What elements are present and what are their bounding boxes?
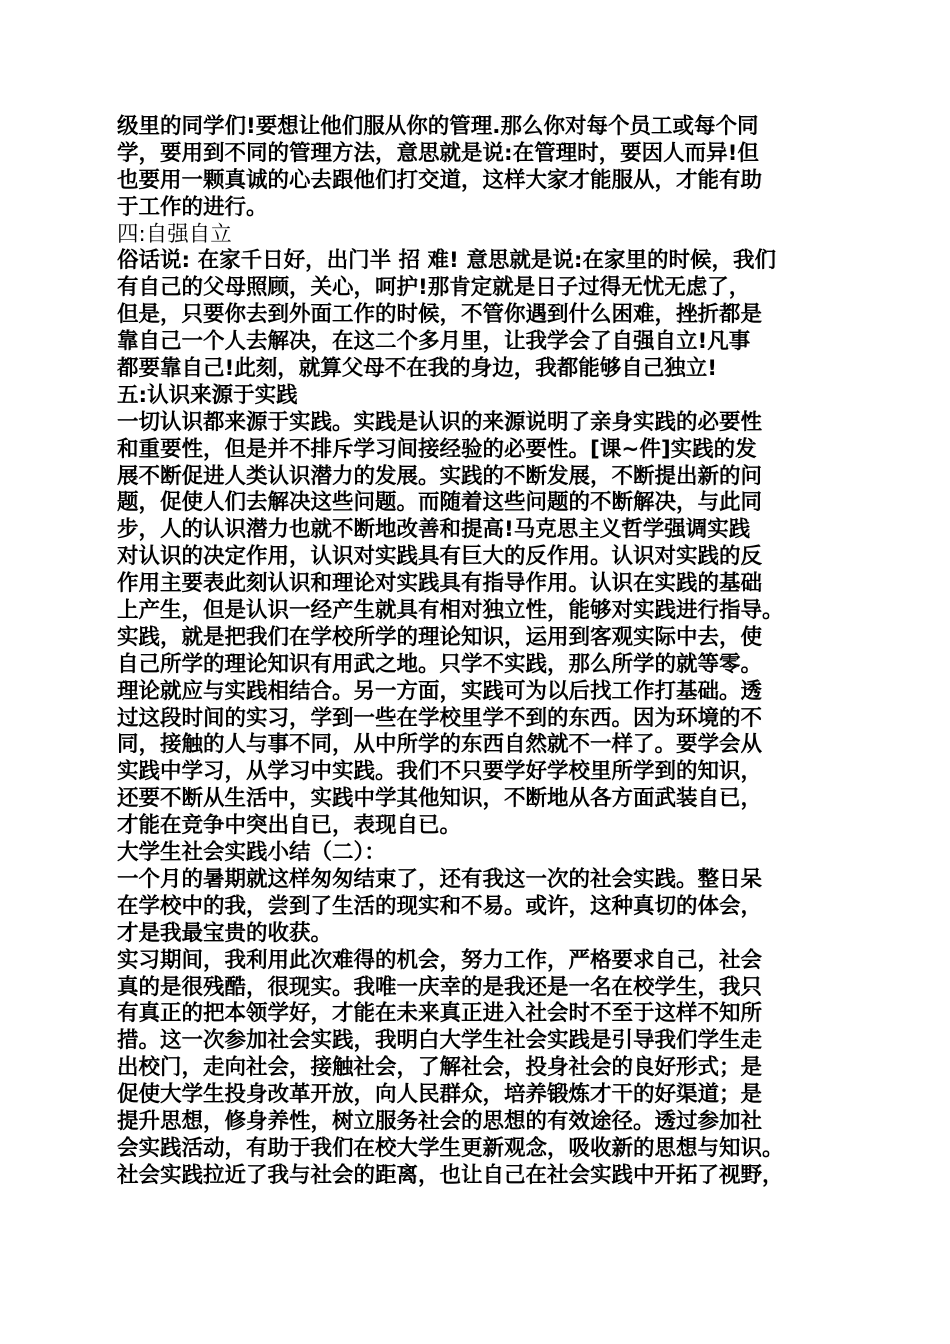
- text-line: 靠自己一个人去解决，在这二个多月里，让我学会了自强自立!凡事: [117, 329, 751, 355]
- text-line: 真的是很残酷，很现实。我唯一庆幸的是我还是一名在校学生，我只: [117, 974, 763, 1000]
- text-line: 实践，就是把我们在学校所学的理论知识，运用到客观实际中去，使: [117, 624, 763, 650]
- text-line: 实习期间，我利用此次难得的机会，努力工作，严格要求自己，社会: [117, 947, 763, 973]
- text-line: 实践中学习，从学习中实践。我们不只要学好学校里所学到的知识，: [117, 759, 763, 785]
- text-line: 学，要用到不同的管理方法，意思就是说:在管理时，要因人而异!但: [117, 140, 759, 166]
- text-line: 级里的同学们!要想让他们服从你的管理.那么你对每个员工或每个同: [117, 114, 759, 139]
- text-line: 展不断促进人类认识潜力的发展。实践的不断发展，不断提出新的问: [117, 463, 763, 489]
- text-line: 在学校中的我，尝到了生活的现实和不易。或许，这种真切的体会，: [117, 893, 763, 919]
- text-line: 但是，只要你去到外面工作的时候，不管你遇到什么困难，挫折都是: [117, 302, 763, 328]
- text-line: 出校门，走向社会，接触社会，了解社会，投身社会的良好形式；是: [117, 1055, 763, 1081]
- text-line: 有自己的父母照顾，关心，呵护!那肯定就是日子过得无忧无虑了，: [117, 275, 751, 301]
- text-line: 会实践活动，有助于我们在校大学生更新观念，吸收新的思想与知识。: [117, 1135, 784, 1161]
- text-line: 才能在竞争中突出自已，表现自已。: [117, 813, 462, 839]
- text-line: 自己所学的理论知识有用武之地。只学不实践，那么所学的就等零。: [117, 651, 763, 677]
- text-line: 同，接触的人与事不同，从中所学的东西自然就不一样了。要学会从: [117, 732, 763, 758]
- text-line: 才是我最宝贵的收获。: [117, 920, 333, 946]
- text-line: 也要用一颗真诚的心去跟他们打交道，这样大家才能服从，才能有助: [117, 167, 763, 193]
- text-line: 一个月的暑期就这样匆匆结束了，还有我这一次的社会实践。整日呆: [117, 866, 763, 892]
- text-line: 作用主要表此刻认识和理论对实践具有指导作用。认识在实践的基础: [117, 571, 763, 597]
- text-line: 对认识的决定作用，认识对实践具有巨大的反作用。认识对实践的反: [117, 544, 763, 570]
- text-line: 措。这一次参加社会实践，我明白大学生社会实践是引导我们学生走: [117, 1028, 763, 1054]
- text-line: 理论就应与实践相结合。另一方面，实践可为以后找工作打基础。透: [117, 678, 763, 704]
- document-body: [117, 114, 857, 1190]
- text-line: 有真正的把本领学好，才能在未来真正进入社会时不至于这样不知所: [117, 1001, 763, 1027]
- section-heading: 五:认识来源于实践: [117, 382, 298, 408]
- text-line: 俗话说: 在家千日好，出门半 招 难! 意思就是说:在家里的时候，我们: [117, 248, 776, 274]
- section-heading: 四:自强自立: [117, 221, 232, 247]
- text-line: 促使大学生投身改革开放，向人民群众，培养锻炼才干的好渠道；是: [117, 1082, 763, 1108]
- text-line: 提升思想，修身养性，树立服务社会的思想的有效途径。透过参加社: [117, 1108, 763, 1134]
- text-line: 过这段时间的实习，学到一些在学校里学不到的东西。因为环境的不: [117, 705, 763, 731]
- text-line: 社会实践拉近了我与社会的距离，也让自己在社会实践中开拓了视野，: [117, 1162, 784, 1188]
- text-line: 题，促使人们去解决这些问题。而随着这些问题的不断解决，与此同: [117, 490, 763, 516]
- text-line: 上产生，但是认识一经产生就具有相对独立性，能够对实践进行指导。: [117, 598, 784, 624]
- text-line: 于工作的进行。: [117, 194, 268, 220]
- section-heading: 大学生社会实践小结（二）：: [117, 840, 386, 866]
- text-line: 都要靠自己!此刻，就算父母不在我的身边，我都能够自己独立!: [117, 356, 718, 382]
- text-line: 步，人的认识潜力也就不断地改善和提高!马克思主义哲学强调实践: [117, 517, 751, 543]
- text-line: 还要不断从生活中，实践中学其他知识，不断地从各方面武装自已，: [117, 786, 763, 812]
- text-line: 和重要性，但是并不排斥学习间接经验的必要性。[课~件]实践的发: [117, 436, 757, 462]
- text-line: 一切认识都来源于实践。实践是认识的来源说明了亲身实践的必要性: [117, 409, 763, 435]
